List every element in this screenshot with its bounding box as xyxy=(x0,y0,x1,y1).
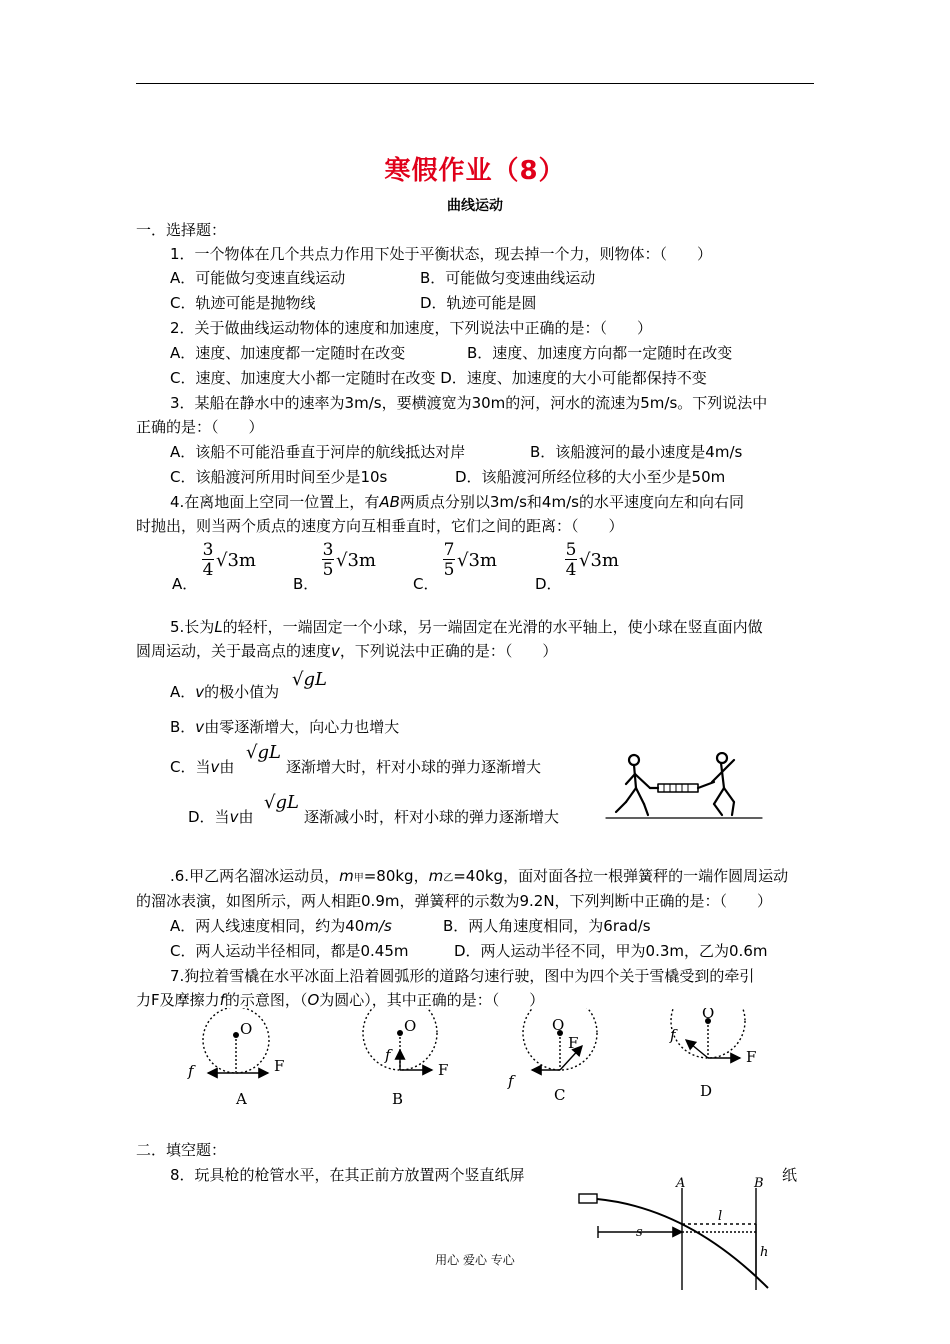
q6-option-a xyxy=(170,916,392,936)
page-footer: 用心 爱心 专心 xyxy=(435,1253,515,1267)
q6-part: .6.甲乙两名溜冰运动员， xyxy=(170,867,340,885)
q5-var-v: v xyxy=(331,642,340,660)
gun-screens-figure xyxy=(578,1176,778,1290)
page-subtitle: 曲线运动 xyxy=(447,198,503,214)
fraction-denominator: 4 xyxy=(565,560,577,580)
label-o-a: O xyxy=(240,1020,253,1038)
q4-stem-line1 xyxy=(170,492,744,512)
q3-option-d: D．该船渡河所经位移的大小至少是50m xyxy=(455,468,726,486)
q5-a-part: A． xyxy=(170,683,196,701)
q4-stem-line2: 时抛出，则当两个质点的速度方向互相垂直时，它们之间的距离：（ ） xyxy=(136,517,624,535)
q5-a-sqrt-gl: √gL xyxy=(292,669,327,690)
q5-option-b xyxy=(170,717,399,737)
q1-option-b: B．可能做匀变速曲线运动 xyxy=(420,269,596,287)
q5-option-c-post: 逐渐增大时，杆对小球的弹力逐渐增大 xyxy=(286,758,542,776)
q5-stem-line1 xyxy=(170,617,763,637)
q7-part: 的示意图，（ xyxy=(224,991,308,1009)
friction-f-d xyxy=(686,1040,708,1058)
q5-a-part: 的极小值为 xyxy=(204,683,280,701)
q5-d-part: 由 xyxy=(238,808,254,826)
label-f-b: f xyxy=(385,1046,391,1064)
label-o-d: O xyxy=(702,1008,715,1022)
gun-barrel xyxy=(579,1194,597,1203)
q4-points-ab: AB xyxy=(379,493,400,511)
q5-option-a xyxy=(170,682,279,702)
q5-var-l: L xyxy=(214,618,223,636)
q6-sub-yi: 乙 xyxy=(443,873,454,884)
q2-option-b: B．速度、加速度方向都一定随时在改变 xyxy=(467,344,733,362)
fraction-numerator: 3 xyxy=(322,540,334,560)
q5-stem-part: 圆周运动，关于最高点的速度 xyxy=(136,642,332,660)
q5-d-sqrt-gl: √gL xyxy=(264,792,299,813)
label-s: s xyxy=(636,1225,643,1240)
q5-option-c-pre xyxy=(170,757,234,777)
root-term: √3m xyxy=(457,550,497,571)
q6-var-m: m xyxy=(428,867,444,885)
q5-c-part: 由 xyxy=(219,758,235,776)
q7-stem-line2 xyxy=(136,990,544,1010)
q6-stem-line2: 的溜冰表演，如图所示，两人相距0.9m，弹簧秤的示数为9.2N，下列判断中正确的是：（ ） xyxy=(136,892,773,910)
q7-part: 力F及摩擦力 xyxy=(136,991,220,1009)
q5-stem-line2 xyxy=(136,641,557,661)
q3-stem-line2: 正确的是：（ ） xyxy=(136,418,264,436)
q4-option-c-label: C． xyxy=(413,575,439,593)
q5-b-part: B． xyxy=(170,718,196,736)
q4-option-d-formula xyxy=(565,540,625,586)
q6-option-c: C．两人运动半径相同，都是0.45m xyxy=(170,942,409,960)
root-term: √3m xyxy=(579,550,619,571)
q4-stem-part: 两质点分别以3m/s和4m/s的水平速度向左和向右同 xyxy=(399,493,744,511)
q1-option-a: A．可能做匀变速直线运动 xyxy=(170,269,346,287)
label-F-c: F xyxy=(568,1034,579,1052)
q7-diagrams xyxy=(170,1008,780,1114)
skaters-figure xyxy=(604,752,766,824)
label-l: l xyxy=(718,1209,723,1224)
q5-stem-part: ，下列说法中正确的是：（ ） xyxy=(339,642,558,660)
q5-b-part: 由零逐渐增大，向心力也增大 xyxy=(204,718,400,736)
label-f-d: f xyxy=(670,1026,676,1044)
q7-stem-line1: 7.狗拉着雪橇在水平冰面上沿着圆弧形的道路匀速行驶，图中为四个关于雪橇受到的牵引 xyxy=(170,967,755,985)
q5-stem-part: 5.长为 xyxy=(170,618,215,636)
label-o-b: O xyxy=(404,1017,417,1035)
label-b: B xyxy=(392,1090,404,1108)
q4-option-d-label: D． xyxy=(535,575,562,593)
q2-option-cd: C．速度、加速度大小都一定随时在改变 D．速度、加速度的大小可能都保持不变 xyxy=(170,369,707,387)
label-f-a: f xyxy=(188,1062,194,1080)
q4-option-c-formula xyxy=(443,540,503,586)
label-c: C xyxy=(554,1086,566,1104)
q5-var-v: v xyxy=(229,808,239,826)
fraction-numerator: 5 xyxy=(565,540,577,560)
label-f-c: f xyxy=(508,1072,514,1090)
label-screen-a: A xyxy=(676,1176,686,1191)
section-choice-heading: 一．选择题： xyxy=(136,221,227,239)
q5-var-v: v xyxy=(210,758,220,776)
q6-stem-line1 xyxy=(170,866,788,889)
q5-c-sqrt-gl: √gL xyxy=(246,742,281,763)
q6-option-b: B．两人角速度相同，为6rad/s xyxy=(443,917,651,935)
header-rule xyxy=(136,83,814,84)
label-a: A xyxy=(236,1090,247,1108)
q6-var-m: m xyxy=(339,867,354,885)
fraction-numerator: 3 xyxy=(202,540,214,560)
q6-option-d: D．两人运动半径不同，甲为0.3m，乙为0.6m xyxy=(454,942,768,960)
q7-part: 为圆心），其中正确的是：（ ） xyxy=(319,991,545,1009)
q8-stem-line1: 8．玩具枪的枪管水平，在其正前方放置两个竖直纸屏 xyxy=(170,1166,525,1184)
q2-option-a: A．速度、加速度都一定随时在改变 xyxy=(170,344,406,362)
page-title: 寒假作业（8） xyxy=(384,156,566,186)
q4-option-a-label: A． xyxy=(172,575,198,593)
fraction-denominator: 5 xyxy=(322,560,334,580)
q7-var-f: f xyxy=(219,991,225,1009)
label-F-a: F xyxy=(274,1057,285,1075)
q7-var-o: O xyxy=(307,991,320,1009)
q4-option-b-formula xyxy=(322,540,382,586)
section-fill-heading: 二．填空题： xyxy=(136,1141,227,1159)
label-screen-b: B xyxy=(754,1176,764,1191)
root-term: √3m xyxy=(216,550,256,571)
q1-stem: 1．一个物体在几个共点力作用下处于平衡状态，现去掉一个力，则物体：（ ） xyxy=(170,245,713,263)
label-F-b: F xyxy=(438,1061,449,1079)
q6-part: =80kg， xyxy=(363,867,429,885)
q4-option-b-label: B． xyxy=(293,575,319,593)
q4-option-a-formula xyxy=(202,540,262,586)
q3-option-b: B．该船渡河的最小速度是4m/s xyxy=(530,443,743,461)
q3-stem-line1: 3．某船在静水中的速率为3m/s，要横渡宽为30m的河，河水的流速为5m/s。下列说法中 xyxy=(170,394,768,412)
q1-option-c: C．轨迹可能是抛物线 xyxy=(170,294,316,312)
fraction-numerator: 7 xyxy=(443,540,455,560)
label-d: D xyxy=(700,1082,713,1100)
root-term: √3m xyxy=(336,550,376,571)
q5-c-part: C．当 xyxy=(170,758,211,776)
q3-option-c: C．该船渡河所用时间至少是10s xyxy=(170,468,388,486)
q2-stem: 2．关于做曲线运动物体的速度和加速度，下列说法中正确的是：（ ） xyxy=(170,319,653,337)
q5-option-d-post: 逐渐减小时，杆对小球的弹力逐渐增大 xyxy=(304,808,560,826)
q3-option-a: A．该船不可能沿垂直于河岸的航线抵达对岸 xyxy=(170,443,466,461)
label-h: h xyxy=(760,1245,769,1260)
q6-part: =40kg，面对面各拉一根弹簧秤的一端作圆周运动 xyxy=(453,867,789,885)
q5-var-v: v xyxy=(195,683,205,701)
q5-var-v: v xyxy=(195,718,205,736)
q6-sub-jia: 甲 xyxy=(353,873,364,884)
label-o-c: O xyxy=(552,1016,565,1034)
fraction-denominator: 5 xyxy=(443,560,455,580)
q5-d-part: D．当 xyxy=(188,808,230,826)
q4-stem-part: 4.在离地面上空同一位置上，有 xyxy=(170,493,380,511)
q6-a-part: A．两人线速度相同，约为40 xyxy=(170,917,365,935)
label-F-d: F xyxy=(746,1048,757,1066)
fraction-denominator: 4 xyxy=(202,560,214,580)
q1-option-d: D．轨迹可能是圆 xyxy=(420,294,537,312)
q5-option-d-pre xyxy=(188,807,253,827)
q6-a-unit: m/s xyxy=(364,917,392,935)
q8-stem-tail: 纸 xyxy=(782,1166,798,1184)
q5-stem-part: 的轻杆，一端固定一个小球，另一端固定在光滑的水平轴上，使小球在竖直面内做 xyxy=(222,618,763,636)
